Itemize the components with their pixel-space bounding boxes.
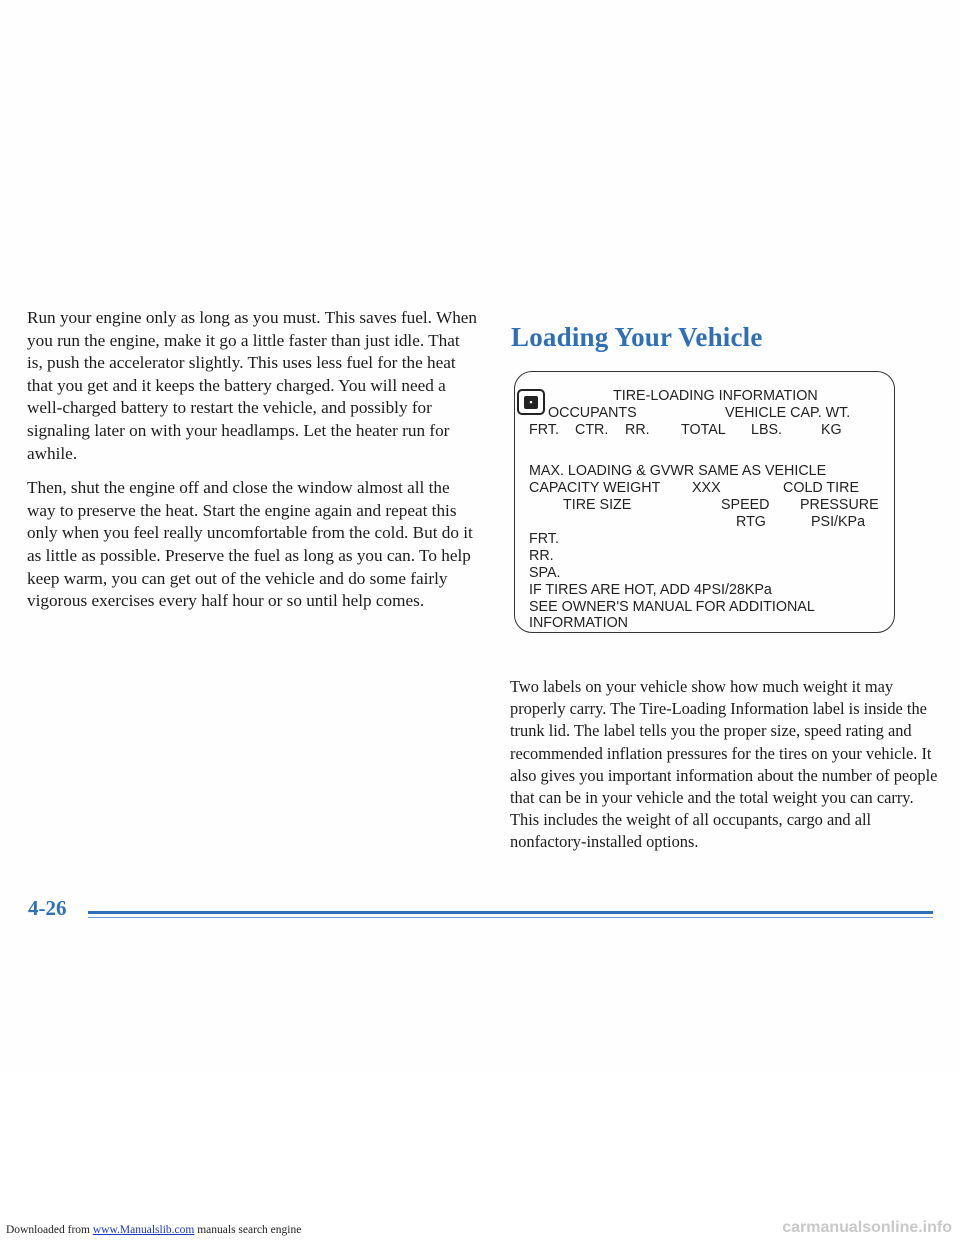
label-lbs: LBS. <box>751 422 782 438</box>
footer-prefix: Downloaded from <box>6 1224 93 1236</box>
label-row-rr: RR. <box>625 422 650 438</box>
label-spa: SPA. <box>529 565 561 581</box>
label-rtg: RTG <box>736 514 766 530</box>
label-rr: RR. <box>529 548 554 564</box>
section-title: Loading Your Vehicle <box>511 322 763 352</box>
label-kg: KG <box>821 422 842 438</box>
page-rule-thin <box>88 917 933 918</box>
label-xxx: XXX <box>692 480 721 496</box>
label-pressure: PRESSURE <box>800 497 879 513</box>
page-number: 4-26 <box>28 896 67 920</box>
watermark-text: carmanualsonline.info <box>782 1219 952 1236</box>
label-cold-tire: COLD TIRE <box>783 480 860 496</box>
label-hot-note: IF TIRES ARE HOT, ADD 4PSI/28KPa <box>529 582 772 598</box>
label-speed: SPEED <box>721 497 770 513</box>
paragraph-engine-run: Run your engine only as long as you must. This saves fuel. When you run the engine, make it go a little faster than just idle. That is, push the accelerator slightly. This uses less fuel for the heat that you get and it keeps the battery charged. You will need a well-charged battery to restart the vehicle, and possibly for signaling later on with your headlamps. Let the heater run for awhile. <box>27 308 478 463</box>
manualslib-link[interactable]: www.Manualslib.com <box>92 1224 195 1236</box>
label-occupants: OCCUPANTS <box>548 405 637 421</box>
label-capacity-weight: CAPACITY WEIGHT <box>529 480 661 496</box>
label-total: TOTAL <box>681 422 726 438</box>
label-information: INFORMATION <box>529 615 629 631</box>
paragraph-two-labels: Two labels on your vehicle show how much weight it may properly carry. The Tire-Loading Information label is inside the trunk lid. The label tells you the proper size, speed rating and recommended inflation pressures for the tires on your vehicle. It also gives you important information about the number of people that can be in your vehicle and the total weight you can carry. This includes the weight of all occupants, cargo and all nonfactory-installed options. <box>510 677 938 852</box>
label-frt: FRT. <box>529 531 559 547</box>
paragraph-preserve-heat: Then, shut the engine off and close the window almost all the way to preserve the heat. Start the engine again and repeat this only when you feel really uncomfortable from the cold. But do it as little as possible. Preserve the fuel as long as you can. To help keep warm, you can get out of the vehicle and do some fairly vigorous exercises every half hour or so until help comes. <box>27 478 473 611</box>
footer-suffix: manuals search engine <box>194 1224 302 1236</box>
footer-credit <box>6 1224 301 1236</box>
label-see-manual: SEE OWNER'S MANUAL FOR ADDITIONAL <box>529 599 815 615</box>
label-heading: TIRE-LOADING INFORMATION <box>613 388 818 404</box>
label-row-ctr: CTR. <box>575 422 609 438</box>
label-vehicle-cap: VEHICLE CAP. WT. <box>725 405 851 421</box>
page-rule <box>88 911 933 914</box>
label-tire-size: TIRE SIZE <box>563 497 632 513</box>
gm-logo-icon: ▪ <box>517 389 545 415</box>
tire-loading-label <box>514 371 895 633</box>
left-column <box>27 307 479 625</box>
label-max-loading: MAX. LOADING & GVWR SAME AS VEHICLE <box>529 463 827 479</box>
label-row-frt: FRT. <box>529 422 559 438</box>
label-psi-kpa: PSI/KPa <box>811 514 866 530</box>
